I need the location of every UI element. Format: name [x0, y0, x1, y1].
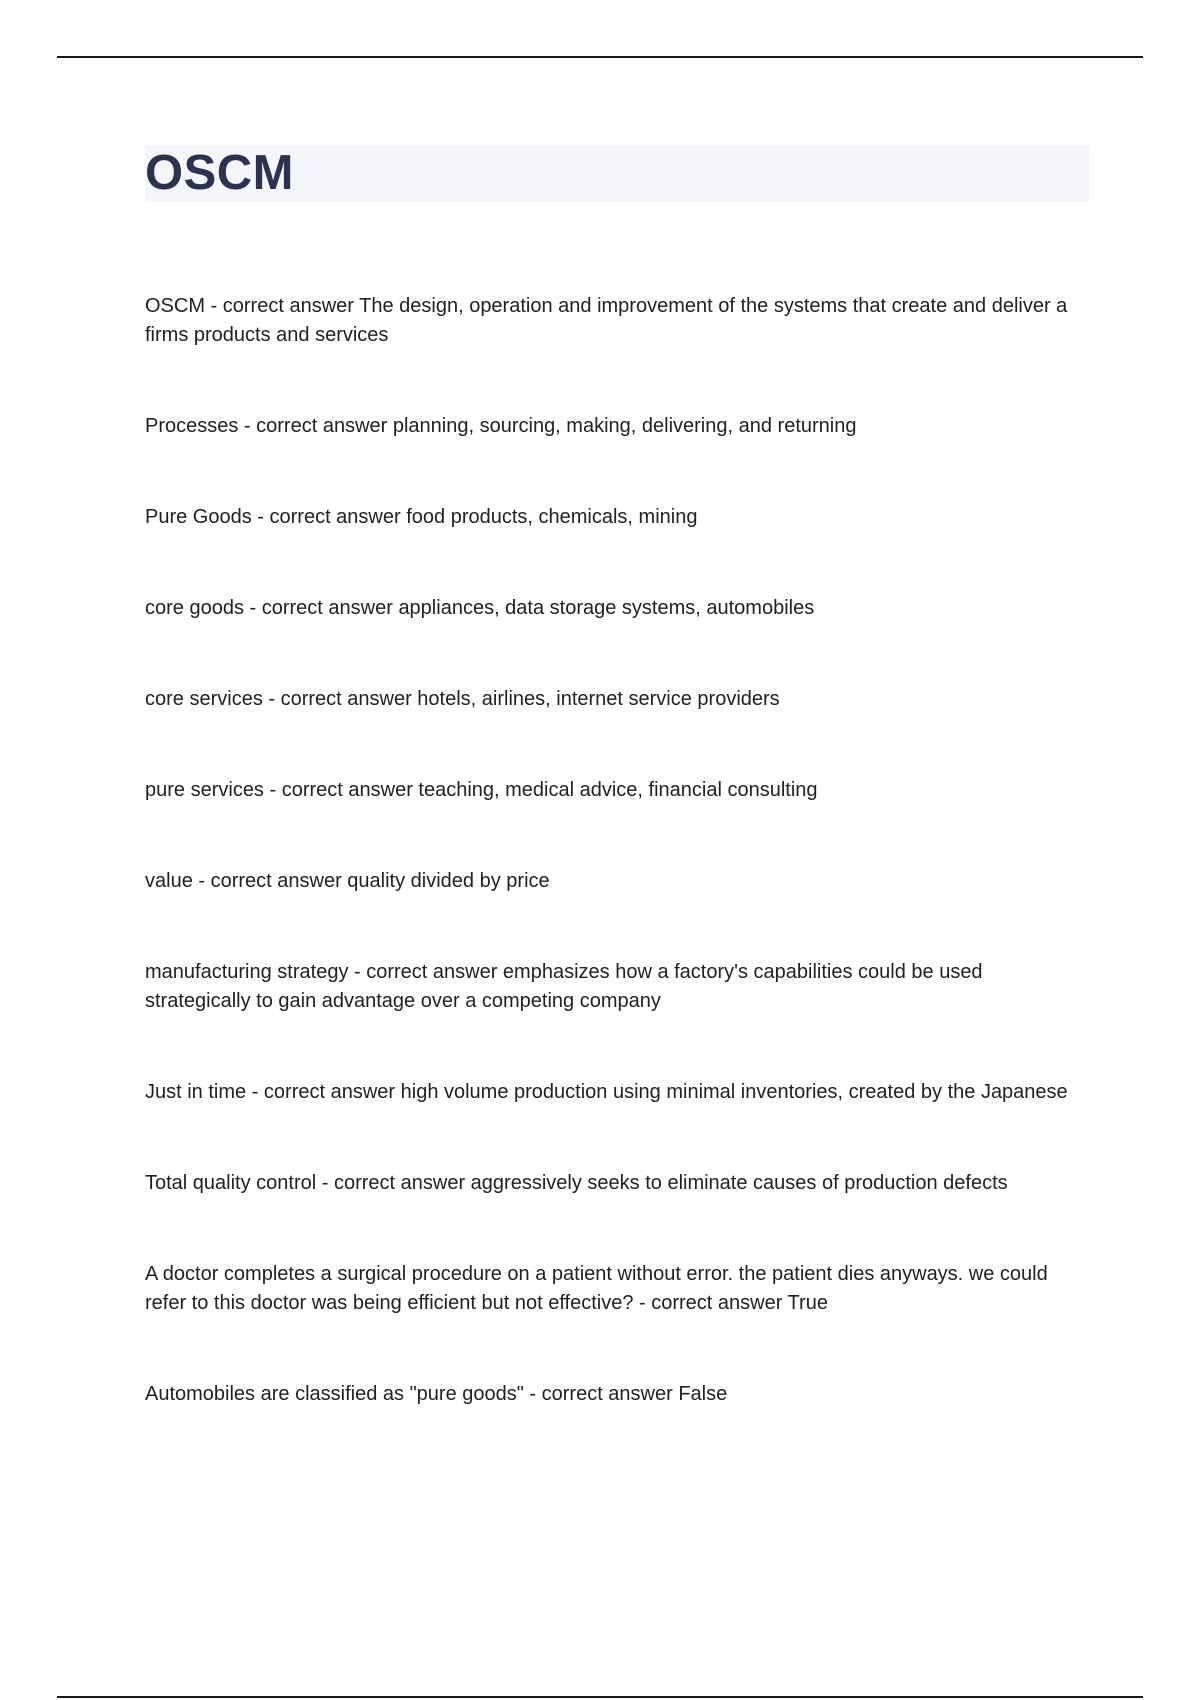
qa-item: Just in time - correct answer high volume production using minimal inventories, created by the Japanese	[145, 1081, 1068, 1103]
qa-item: Processes - correct answer planning, sourcing, making, delivering, and returning	[145, 415, 857, 437]
qa-item: core goods - correct answer appliances, data storage systems, automobiles	[145, 597, 815, 619]
qa-item: Total quality control - correct answer aggressively seeks to eliminate causes of production defects	[145, 1172, 1008, 1194]
qa-item: value - correct answer quality divided by price	[145, 870, 550, 892]
top-rule	[57, 56, 1143, 58]
qa-item: core services - correct answer hotels, airlines, internet service providers	[145, 688, 780, 710]
qa-item: Pure Goods - correct answer food products, chemicals, mining	[145, 506, 698, 528]
qa-item: A doctor completes a surgical procedure on a patient without error. the patient dies anyways. we could refer to this doctor was being efficient but not effective? - correct answer True	[145, 1263, 1048, 1314]
qa-item: pure services - correct answer teaching, medical advice, financial consulting	[145, 779, 818, 801]
page-title: OSCM	[145, 146, 294, 200]
title-band	[145, 145, 1089, 202]
qa-item: OSCM - correct answer The design, operation and improvement of the systems that create and deliver a firms products and services	[145, 295, 1068, 346]
bottom-rule	[57, 1696, 1143, 1698]
qa-item: manufacturing strategy - correct answer emphasizes how a factory's capabilities could be used strategically to gain advantage over a competing company	[145, 961, 983, 1012]
qa-item: Automobiles are classified as "pure goods" - correct answer False	[145, 1383, 728, 1405]
